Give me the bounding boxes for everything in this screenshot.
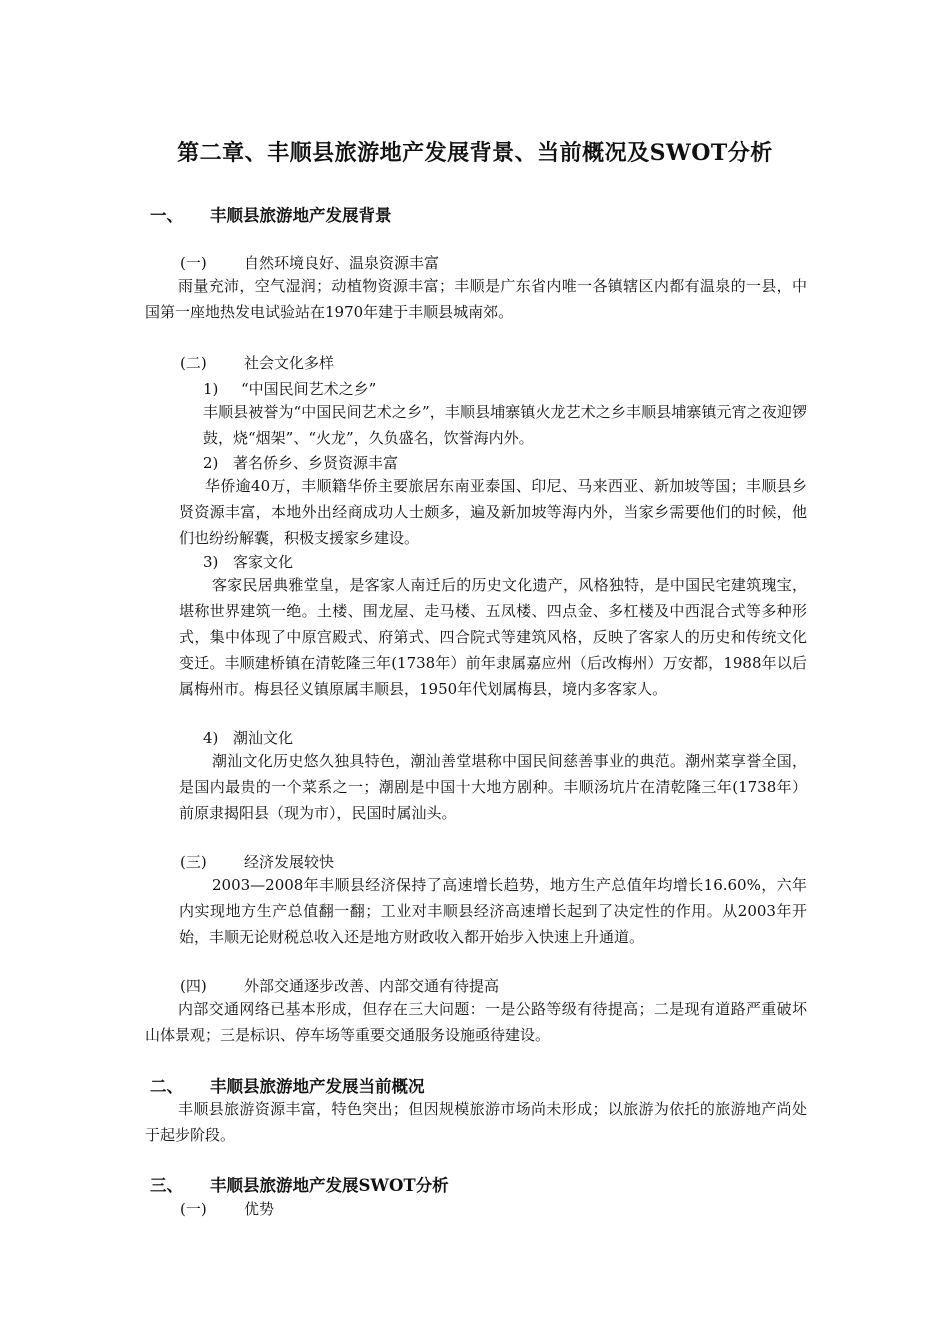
subsection-1-1-title: 自然环境良好、温泉资源丰富 (244, 254, 440, 272)
subsection-1-4-paragraph: 内部交通网络已基本形成，但存在三大问题：一是公路等级有待提高；二是现有道路严重破坏山体景观；三是标识、停车场等重要交通服务设施亟待建设。 (145, 1000, 807, 1044)
section-2-heading (150, 1073, 425, 1097)
item-4-heading (203, 727, 293, 748)
subsection-1-2-title: 社会文化多样 (244, 354, 335, 372)
section-3-heading (150, 1172, 449, 1196)
subsection-1-4-number: (四) (180, 977, 207, 995)
subsection-1-4-heading (180, 975, 499, 996)
subsection-1-4-title: 外部交通逐步改善、内部交通有待提高 (244, 977, 500, 995)
item-4-paragraph: 潮汕文化历史悠久独具特色，潮汕善堂堪称中国民间慈善事业的典范。潮州菜享誉全国，是国内最贵的一个菜系之一；潮剧是中国十大地方剧种。丰顺汤坑片在清乾隆三年(1738年）前原隶揭阳县（现为市），民国时属汕头。 (179, 752, 807, 822)
subsection-1-3-number: (三) (180, 853, 207, 871)
item-1-number: 1) (203, 380, 219, 398)
subsection-1-1-heading (180, 252, 439, 273)
subsection-1-3-paragraph: 2003—2008年丰顺县经济保持了高速增长趋势，地方生产总值年均增长16.60%，六年内实现地方生产总值翻一翻；工业对丰顺县经济高速增长起到了决定性的作用。从2003年开始，丰顺无论财税总收入还是地方财政收入都开始步入快速上升通道。 (179, 876, 807, 946)
item-1-title: “中国民间艺术之乡” (241, 380, 377, 398)
subsection-1-1-paragraph: 雨量充沛，空气湿润；动植物资源丰富；丰顺是广东省内唯一各镇辖区内都有温泉的一县，中国第一座地热发电试验站在1970年建于丰顺县城南郊。 (145, 277, 807, 321)
item-2-number: 2) (203, 454, 219, 472)
section-1-heading (150, 202, 392, 226)
subsection-1-2-number: (二) (180, 354, 207, 372)
item-2-title: 著名侨乡、乡贤资源丰富 (233, 454, 399, 472)
section-1-title: 丰顺县旅游地产发展背景 (210, 206, 392, 225)
section-3-number: 三、 (150, 1176, 183, 1195)
item-3-title: 客家文化 (233, 553, 294, 571)
item-4-number: 4) (203, 729, 219, 747)
item-3-heading (203, 551, 293, 572)
subsection-3-1-number: (一) (180, 1200, 207, 1218)
section-2-paragraph: 丰顺县旅游资源丰富，特色突出；但因规模旅游市场尚未形成；以旅游为依托的旅游地产尚处于起步阶段。 (145, 1100, 807, 1144)
subsection-1-3-title: 经济发展较快 (244, 853, 335, 871)
item-4-title: 潮汕文化 (233, 729, 294, 747)
subsection-1-3-heading (180, 851, 334, 872)
section-2-number: 二、 (150, 1077, 183, 1096)
section-1-number: 一、 (150, 206, 183, 225)
item-2-heading (203, 452, 398, 473)
subsection-3-1-heading (180, 1198, 274, 1219)
section-3-title: 丰顺县旅游地产发展SWOT分析 (210, 1176, 449, 1195)
item-3-paragraph: 客家民居典雅堂皇，是客家人南迁后的历史文化遗产，风格独特，是中国民宅建筑瑰宝，堪称世界建筑一绝。土楼、围龙屋、走马楼、五凤楼、四点金、多杠楼及中西混合式等多种形式，集中体现了中原宫殿式、府第式、四合院式等建筑风格，反映了客家人的历史和传统文化变迁。丰顺建桥镇在清乾隆三年(1738年）前年隶属嘉应州（后改梅州）万安都，1988年以后属梅州市。梅县径义镇原属丰顺县，1950年代划属梅县，境内多客家人。 (179, 576, 807, 698)
item-3-number: 3) (203, 553, 219, 571)
chapter-title: 第二章、丰顺县旅游地产发展背景、当前概况及SWOT分析 (177, 140, 773, 166)
item-1-paragraph: 丰顺县被誉为“中国民间艺术之乡”，丰顺县埔寨镇火龙艺术之乡丰顺县埔寨镇元宵之夜迎锣鼓，烧“烟架”、“火龙”，久负盛名，饮誉海内外。 (203, 403, 807, 447)
item-1-heading (203, 378, 376, 399)
section-2-title: 丰顺县旅游地产发展当前概况 (210, 1077, 425, 1096)
subsection-3-1-title: 优势 (244, 1200, 275, 1218)
item-2-paragraph: 华侨逾40万，丰顺籍华侨主要旅居东南亚泰国、印尼、马来西亚、新加坡等国；丰顺县乡贤资源丰富，本地外出经商成功人士颇多，遍及新加坡等海内外，当家乡需要他们的时候，他们也纷纷解囊，积极支援家乡建设。 (179, 477, 807, 547)
subsection-1-1-number: (一) (180, 254, 207, 272)
subsection-1-2-heading (180, 352, 334, 373)
